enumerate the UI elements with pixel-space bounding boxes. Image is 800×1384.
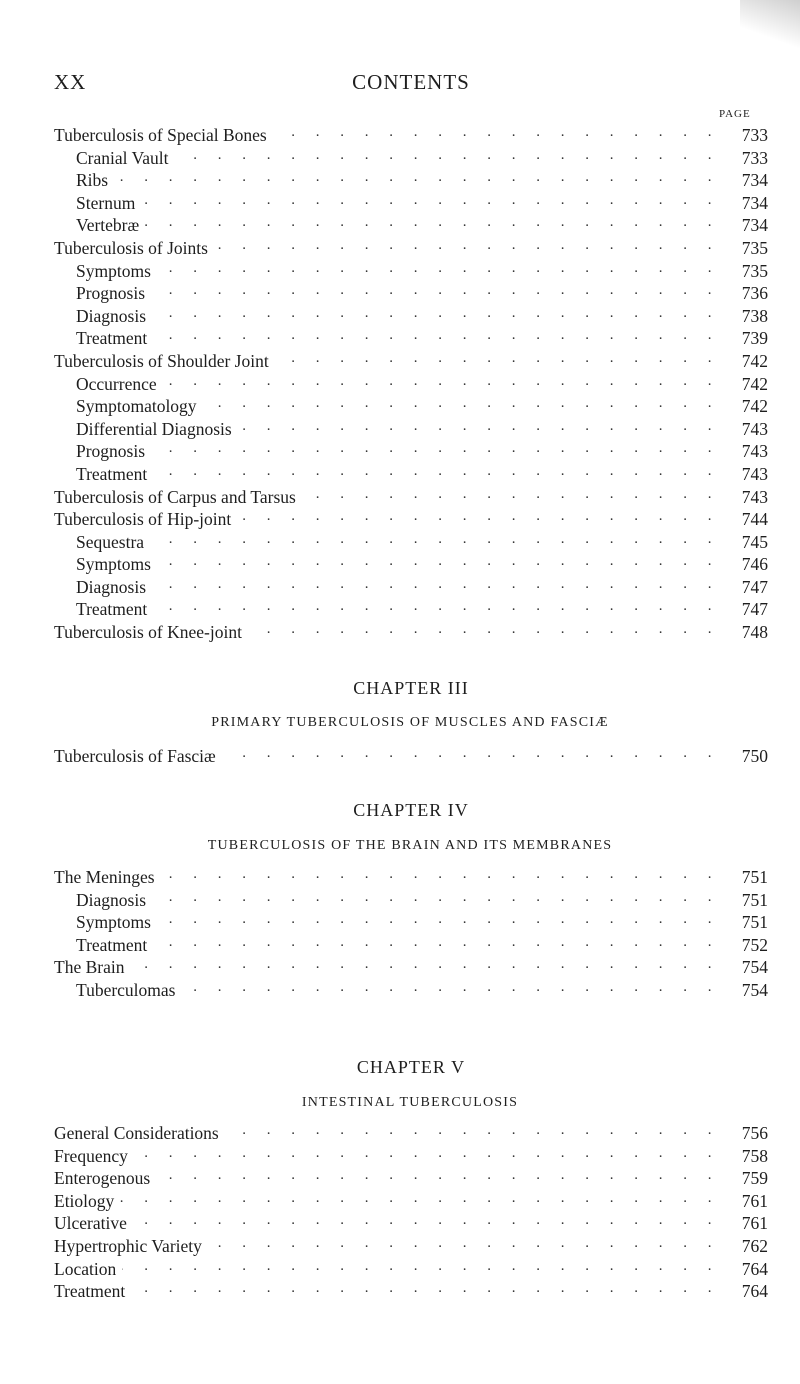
dot-leader xyxy=(225,1122,720,1139)
toc-entry xyxy=(54,418,768,441)
toc-entry-page: 742 xyxy=(741,350,768,371)
page-title: CONTENTS xyxy=(352,70,470,94)
toc-entry xyxy=(54,889,768,912)
toc-entry-label: Tuberculosis of Fasciæ xyxy=(54,746,216,766)
toc-entry xyxy=(54,440,768,463)
toc-entry xyxy=(54,237,768,260)
toc-entry xyxy=(54,553,768,576)
toc-entry xyxy=(54,621,768,644)
toc-entry xyxy=(54,1280,768,1303)
dot-leader xyxy=(153,934,720,951)
toc-entry xyxy=(54,979,768,1002)
toc-entry-page: 756 xyxy=(741,1123,768,1143)
dot-leader xyxy=(248,621,720,638)
toc-entry-page: 735 xyxy=(741,260,768,281)
toc-entry-label: Differential Diagnosis xyxy=(76,418,232,439)
dot-leader xyxy=(130,956,720,973)
toc-entry-label: Tuberculomas xyxy=(76,979,176,1000)
chapter-5-heading: CHAPTER V xyxy=(356,1057,466,1077)
toc-entry-page: 744 xyxy=(741,509,768,530)
toc-entry xyxy=(54,395,768,418)
dot-leader xyxy=(153,327,720,344)
dot-leader xyxy=(153,463,720,480)
toc-entry-label: Etiology xyxy=(54,1190,115,1211)
toc-entry xyxy=(54,350,768,373)
toc-entry-label: Frequency xyxy=(54,1145,128,1166)
toc-entry-page: 743 xyxy=(741,486,768,507)
toc-entry-page: 752 xyxy=(741,934,768,955)
toc-entry xyxy=(54,576,768,599)
toc-entry-label: Tuberculosis of Special Bones xyxy=(54,125,267,145)
toc-entry-page: 743 xyxy=(741,463,768,484)
toc-entry-page: 751 xyxy=(741,889,768,910)
dot-leader xyxy=(151,440,720,457)
toc-entry-label: Tuberculosis of Hip-joint xyxy=(54,509,232,530)
toc-entry-label: Sequestra xyxy=(76,531,145,552)
chapter-3-title: PRIMARY TUBERCULOSIS OF MUSCLES AND FASCIÆ xyxy=(211,715,609,730)
toc-entry-page: 762 xyxy=(741,1235,768,1256)
dot-leader xyxy=(114,169,720,186)
toc-entry-label: Tuberculosis of Carpus and Tarsus xyxy=(54,486,296,507)
toc-entry xyxy=(54,911,768,934)
toc-entry xyxy=(54,486,768,509)
toc-entry-page: 734 xyxy=(741,215,768,236)
toc-entry-page: 738 xyxy=(741,305,768,326)
dot-leader xyxy=(134,1145,720,1162)
page-column-label: PAGE xyxy=(719,108,751,120)
toc-entry-page: 754 xyxy=(741,957,768,978)
dot-leader xyxy=(161,866,720,883)
toc-entry-page: 759 xyxy=(741,1168,768,1189)
dot-leader xyxy=(152,889,720,906)
toc-entry-label: Vertebræ xyxy=(76,215,140,236)
dot-leader xyxy=(157,553,720,570)
toc-entry xyxy=(54,866,768,889)
toc-entry-label: Tuberculosis of Shoulder Joint xyxy=(54,350,269,371)
toc-entry-label: Symptomatology xyxy=(76,396,197,417)
toc-entry-label: Prognosis xyxy=(76,441,146,462)
dot-leader xyxy=(163,373,720,390)
toc-entry-page: 754 xyxy=(741,979,768,1000)
toc-entry-page: 734 xyxy=(741,170,768,191)
toc-entry-label: Ribs xyxy=(76,170,109,191)
page-numeral: XX xyxy=(54,70,87,94)
toc-entry-page: 761 xyxy=(741,1190,768,1211)
dot-leader xyxy=(208,1235,720,1252)
toc-section-chapter-4 xyxy=(54,866,768,1002)
toc-entry-label: The Meninges xyxy=(54,867,155,887)
toc-entry xyxy=(54,124,768,147)
toc-entry xyxy=(54,463,768,486)
toc-entry-page: 748 xyxy=(741,622,768,643)
toc-entry-page: 747 xyxy=(741,576,768,597)
toc-entry-page: 742 xyxy=(741,373,768,394)
toc-entry-label: Diagnosis xyxy=(76,576,146,597)
dot-leader xyxy=(141,192,720,209)
toc-entry-label: Hypertrophic Variety xyxy=(54,1235,202,1256)
toc-entry-label: Ulcerative xyxy=(54,1213,127,1234)
toc-entry xyxy=(54,1212,768,1235)
dot-leader xyxy=(145,214,720,231)
toc-entry-page: 739 xyxy=(741,328,768,349)
toc-entry-label: Diagnosis xyxy=(76,889,146,910)
toc-entry-label: Cranial Vault xyxy=(76,147,169,168)
dot-leader xyxy=(153,598,720,615)
dot-leader xyxy=(131,1280,720,1297)
toc-entry-page: 742 xyxy=(741,396,768,417)
toc-entry xyxy=(54,1122,768,1145)
toc-entry-page: 745 xyxy=(741,531,768,552)
toc-entry xyxy=(54,214,768,237)
toc-entry-page: 734 xyxy=(741,192,768,213)
toc-entry xyxy=(54,531,768,554)
toc-entry-page: 761 xyxy=(741,1213,768,1234)
running-head xyxy=(54,70,768,100)
dot-leader xyxy=(275,350,720,367)
toc-entry xyxy=(54,956,768,979)
toc-entry-label: Treatment xyxy=(54,1281,126,1302)
toc-entry xyxy=(54,598,768,621)
toc-entry xyxy=(54,169,768,192)
toc-section-chapter-3 xyxy=(54,745,768,768)
toc-entry-page: 743 xyxy=(741,418,768,439)
dot-leader xyxy=(150,531,720,548)
toc-entry-label: Enterogenous xyxy=(54,1168,151,1189)
toc-entry xyxy=(54,305,768,328)
toc-entry-label: Occurrence xyxy=(76,373,157,394)
toc-entry-label: Sternum xyxy=(76,192,136,213)
toc-entry-page: 735 xyxy=(741,237,768,258)
toc-entry xyxy=(54,192,768,215)
toc-entry-label: Treatment xyxy=(76,934,148,955)
toc-entry-label: Symptoms xyxy=(76,912,151,933)
toc-entry-label: Treatment xyxy=(76,328,148,349)
toc-entry-label: General Considerations xyxy=(54,1123,219,1143)
toc-entry-label: Treatment xyxy=(76,463,148,484)
toc-entry-label: Location xyxy=(54,1258,117,1279)
toc-entry-page: 736 xyxy=(741,283,768,304)
toc-entry-page: 747 xyxy=(741,599,768,620)
dot-leader xyxy=(175,147,720,164)
toc-entry-label: Symptoms xyxy=(76,554,151,575)
toc-entry-page: 750 xyxy=(741,746,768,766)
chapter-4-title: TUBERCULOSIS OF THE BRAIN AND ITS MEMBRANES xyxy=(207,838,613,853)
dot-leader xyxy=(157,260,720,277)
toc-entry xyxy=(54,282,768,305)
dot-leader xyxy=(203,395,720,412)
toc-entry-page: 743 xyxy=(741,441,768,462)
dot-leader xyxy=(152,576,720,593)
dot-leader xyxy=(302,486,720,503)
dot-leader xyxy=(133,1212,720,1229)
toc-entry xyxy=(54,1190,768,1213)
toc-entry xyxy=(54,327,768,350)
toc-entry xyxy=(54,1258,768,1281)
toc-entry xyxy=(54,147,768,170)
toc-entry-page: 733 xyxy=(741,147,768,168)
toc-entry-label: The Brain xyxy=(54,957,125,978)
dot-leader xyxy=(214,237,720,254)
dot-leader xyxy=(238,418,720,435)
toc-entry xyxy=(54,1145,768,1168)
dot-leader xyxy=(237,508,720,525)
dot-leader xyxy=(182,979,721,996)
dot-leader xyxy=(122,1258,720,1275)
toc-entry xyxy=(54,1235,768,1258)
toc-entry xyxy=(54,1167,768,1190)
toc-entry-label: Tuberculosis of Knee-joint xyxy=(54,622,242,643)
toc-entry xyxy=(54,934,768,957)
dot-leader xyxy=(152,305,720,322)
toc-entry xyxy=(54,260,768,283)
toc-entry xyxy=(54,745,768,768)
toc-entry-page: 764 xyxy=(741,1281,768,1302)
toc-entry-page: 764 xyxy=(741,1258,768,1279)
toc-entry-label: Prognosis xyxy=(76,283,146,304)
toc-entry-page: 751 xyxy=(741,867,768,887)
chapter-5-title: INTESTINAL TUBERCULOSIS xyxy=(301,1095,519,1110)
toc-entry-page: 746 xyxy=(741,554,768,575)
toc-entry-label: Diagnosis xyxy=(76,305,146,326)
dot-leader xyxy=(157,911,720,928)
toc-entry-label: Treatment xyxy=(76,599,148,620)
dot-leader xyxy=(273,124,720,141)
dot-leader xyxy=(151,282,720,299)
toc-section-chapter-5 xyxy=(54,1122,768,1303)
toc-entry-label: Tuberculosis of Joints xyxy=(54,237,208,258)
dot-leader xyxy=(222,745,720,762)
chapter-4-heading: CHAPTER IV xyxy=(353,800,469,820)
toc-entry-page: 758 xyxy=(741,1145,768,1166)
dot-leader xyxy=(120,1190,720,1207)
page-edge-shadow xyxy=(740,0,800,60)
toc-section-joints xyxy=(54,124,768,644)
dot-leader xyxy=(156,1167,720,1184)
toc-entry xyxy=(54,373,768,396)
toc-entry-label: Symptoms xyxy=(76,260,151,281)
toc-entry-page: 733 xyxy=(741,125,768,145)
toc-entry xyxy=(54,508,768,531)
chapter-3-heading: CHAPTER III xyxy=(353,678,469,698)
toc-entry-page: 751 xyxy=(741,912,768,933)
